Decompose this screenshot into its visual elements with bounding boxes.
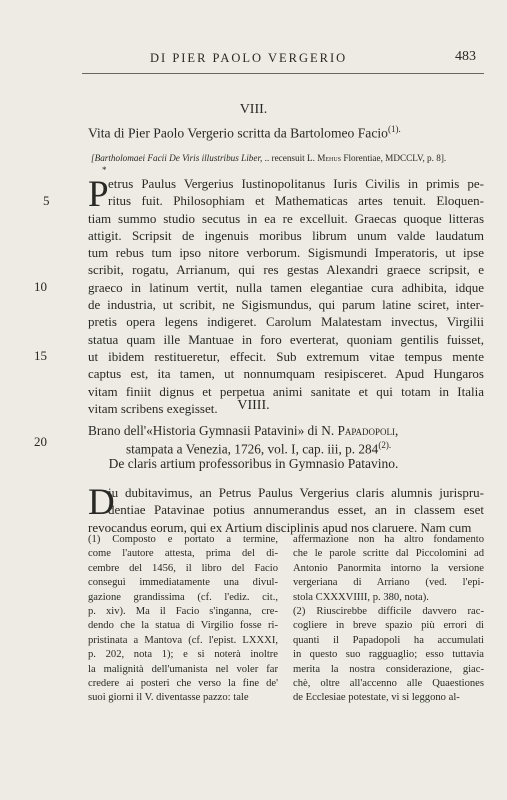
running-title: DI PIER PAOLO VERGERIO (150, 51, 348, 65)
header-rule (82, 73, 484, 74)
footnote-line: gazione grandissima (cf. l'ediz. cit., (88, 591, 278, 603)
footnote-line: cembre del 1456, il libro del Facio (88, 562, 278, 574)
text-line: vitam finiit dignus et perpetua animi sanitate et qui totam in Italia (88, 383, 484, 399)
text-line: scribit, rogatu, Arrianum, qui res gestas Alexandri graece scripsit, e (88, 262, 484, 278)
footnote-line: quanti il Papadopoli ha accumulati (293, 634, 484, 646)
footnote-line: merita la nostra considerazione, giac- (293, 663, 484, 675)
text-line: dentiae Patavinae potius annumerandus esset, an in classem eset (108, 502, 484, 518)
footnote-line: affermazione non ha altro fondamento (293, 534, 484, 545)
footnote-line: che le parole scritte dal Piccolomini ad (293, 548, 484, 560)
footnote-line: p. xiv). Ma il Facio s'inganna, cre- (88, 606, 278, 618)
line-number: 15 (34, 348, 47, 363)
line-number: 5 (43, 193, 50, 208)
text-line: revocandus eorum, qui ex Artium disciplinis apud nos claruere. Nam cum (88, 519, 472, 535)
footnote-line: p. 202, nota 1); e si noterà inoltre (88, 649, 278, 661)
drop-cap-p: P (88, 174, 109, 215)
section-title-viii (88, 124, 488, 142)
text-line: iu dubitavimus, an Petrus Paulus Vergerius claris alumnis jurispru- (108, 485, 484, 500)
footnote-line: come l'autore attesta, prima del di- (88, 548, 278, 560)
footnotes-right-column (293, 533, 484, 706)
section-number-viii: VIII. (239, 102, 268, 117)
page-number: 483 (455, 49, 476, 64)
vita-text (88, 175, 484, 417)
footnote-line: chè, oltre all'accenno alle Quaestiones (293, 678, 484, 690)
source-citation (91, 153, 491, 163)
asterisk-mark: * (102, 165, 107, 175)
footnote-line: pristinata a Mantova (cf. l'epist. LXXXI, (88, 634, 278, 646)
text-line: tiam summo studio secutus in ea re excelluit. Graecas quoque litteras (88, 210, 484, 226)
footnotes-left-column (88, 533, 278, 706)
footnote-line: Antonio Panormita intorno la versione (293, 562, 484, 574)
footnote-line: dendo che la statua di Virgilio fosse ri- (88, 620, 278, 632)
footnote-line: vergeriana di Arriano (ved. l'epi- (293, 577, 484, 589)
footnote-ref-1: (1). (387, 124, 401, 134)
line-number: 10 (34, 279, 47, 294)
text-line: etrus Paulus Vergerius Iustinopolitanus Iuris Civilis in primis pe- (108, 176, 484, 191)
brano-text (88, 484, 484, 536)
brano-imprint: stampata a Venezia, 1726, vol. I, cap. iii, p. 284 (126, 441, 379, 457)
footnote-line: credere ai posteri che verso la fine de' (88, 678, 278, 690)
text-line: statua quam ille Mantuae in foro everterat, quoniam gentilis fuisset, (88, 331, 484, 347)
text-line: tum rebus tum ipso nitore verborum. Sigismundi Imperatoris, ut ipse (88, 245, 484, 261)
footnote-line: de Ecclesiae potestate, vi si leggono al- (293, 692, 460, 704)
text-line: captus est, ita tamen, ut nonnumquam resipisceret. Apud Hungaros (88, 366, 484, 382)
brano-author: Papadopoli, (337, 423, 399, 438)
section-number-viiii: VIIII. (237, 398, 270, 413)
footnote-line: cogliere in breve spazio più errori di (293, 620, 484, 632)
drop-cap-d: D (88, 482, 115, 523)
source-editor: Mehus (317, 153, 342, 163)
section-title-text: Vita di Pier Paolo Vergerio scritta da Bartolomeo Facio (88, 125, 388, 141)
text-line: attigit. Scripsit de ingenuis moribus librum unum valde laudatum (88, 227, 484, 243)
footnote-line: suoi giorni il V. diventasse pazzo: tale (88, 692, 249, 704)
footnote-line: (2) Riuscirebbe difficile davvero rac- (293, 606, 484, 618)
source-title: [Bartholomaei Facii De Viris illustribus Liber, (91, 153, 263, 163)
section-title-viiii-line1 (88, 423, 488, 439)
text-line: ritus fuit. Philosophiam et Mathematicas artes tenuit. Eloquen- (108, 193, 484, 209)
brano-title-text: Brano dell'«Historia Gymnasii Patavini» di N. (88, 423, 335, 438)
text-line: vitam scribens exegisset. (88, 400, 218, 416)
footnote-line: conseguì immediatamente una divul- (88, 577, 278, 589)
section-title-viiii-line2 (126, 440, 507, 457)
text-line: pretis opera legens indigeret. Carolum Malatestam invectus, Virgilii (88, 314, 484, 330)
footnote-line: la malignità dell'umanista nel voler far (88, 663, 278, 675)
footnote-ref-2: (2). (378, 440, 392, 450)
footnote-line: (1) Composto e portato a termine, (88, 534, 278, 545)
source-imprint: Florentiae, MDCCLV, p. 8]. (343, 153, 447, 163)
line-number: 20 (34, 434, 47, 449)
footnote-line: in questo suo ragguaglio; esso tuttavia (293, 649, 484, 661)
source-editor-prefix: .. recensuit L. (264, 153, 315, 163)
text-line: de industria, ut scribit, ne Sigismundus, qui parum latine sciret, inter- (88, 297, 484, 313)
text-line: ut ibidem restitueretur, effecit. Sub extremum vitae tempus mente (88, 348, 484, 364)
subtitle: De claris artium professoribus in Gymnasio Patavino. (108, 456, 399, 471)
text-line: graeco in latinum vertit, nulla tamen elegantiae cura adhibita, idque (88, 279, 484, 295)
footnote-line: stola CXXXVIIII, p. 380, nota). (293, 591, 429, 603)
